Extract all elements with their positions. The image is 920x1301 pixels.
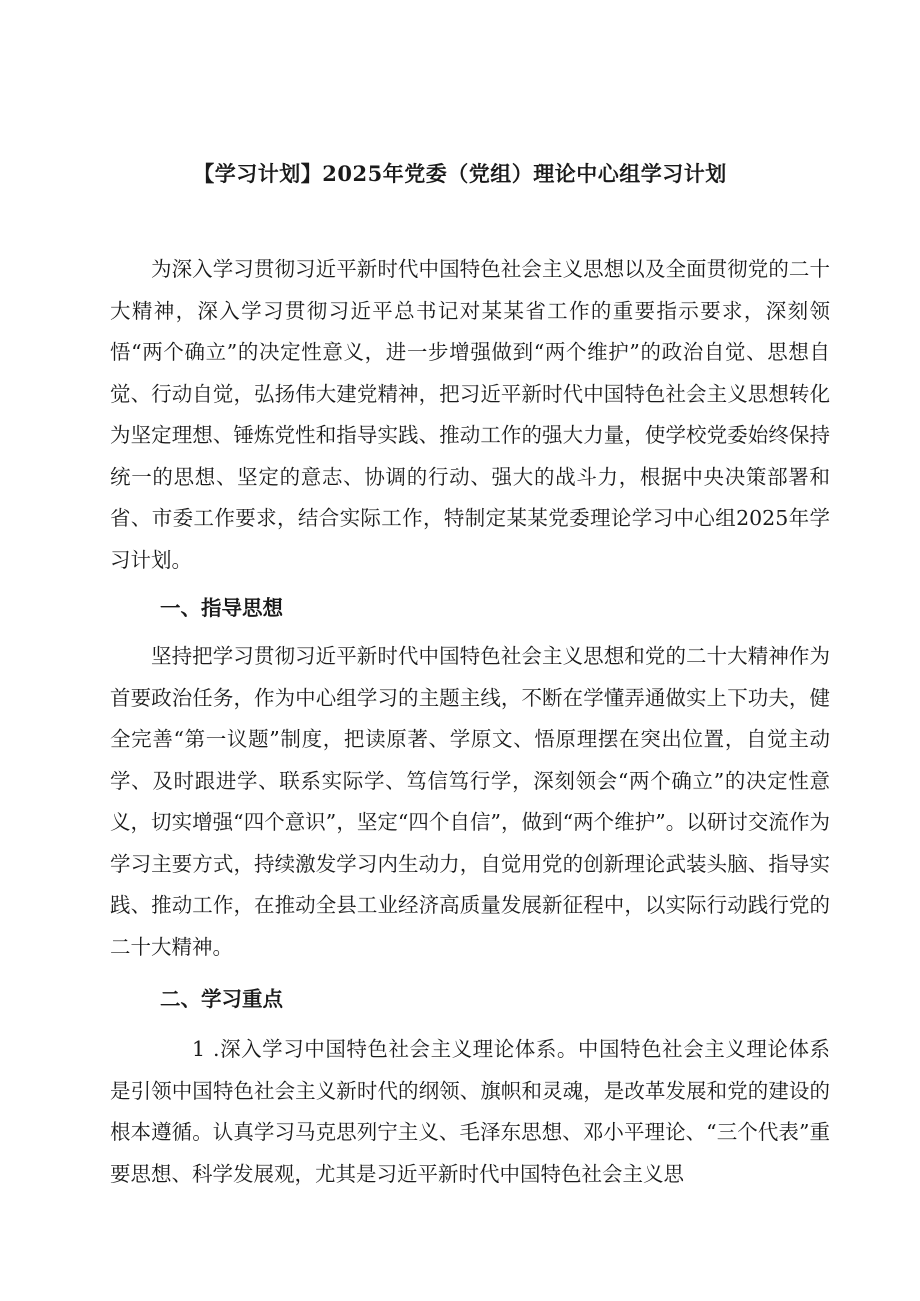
item-number: 1 <box>192 1037 206 1061</box>
guiding-thought-paragraph: 坚持把学习贯彻习近平新时代中国特色社会主义思想和党的二十大精神作为首要政治任务，作为中心组学习的主题主线，不断在学懂弄通做实上下功夫，健全完善“第一议题”制度，把读原著、学原文、悟原理摆在突出位置，自觉主动学、及时跟进学、联系实际学、笃信笃行学，深刻领会“两个确立”的决定性意义，切实增强“四个意识”，坚定“四个自信”，做到“两个维护”。以研讨交流作为学习主要方式，持续激发学习内生动力，自觉用党的创新理论武装头脑、指导实践、推动工作，在推动全县工业经济高质量发展新征程中，以实际行动践行党的二十大精神。 <box>110 644 830 959</box>
intro-paragraph: 为深入学习贯彻习近平新时代中国特色社会主义思想以及全面贯彻党的二十大精神，深入学习贯彻习近平总书记对某某省工作的重要指示要求，深刻领悟“两个确立”的决定性意义，进一步增强做到“两个维护”的政治自觉、思想自觉、行动自觉，弘扬伟大建党精神，把习近平新时代中国特色社会主义思想转化为坚定理想、锤炼党性和指导实践、推动工作的强大力量，使学校党委始终保持统一的思想、坚定的意志、协调的行动、强大的战斗力，根据中央决策部署和省、市委工作要求，结合实际工作，特制定某某党委理论学习中心组2025年学习计划。 <box>110 257 830 572</box>
section-heading-guiding-thought: 一、指导思想 <box>160 596 283 620</box>
study-focus-item-1 <box>110 1029 830 1195</box>
document-title: 【学习计划】2025年党委（党组）理论中心组学习计划 <box>193 161 727 186</box>
item-text: .深入学习中国特色社会主义理论体系。中国特色社会主义理论体系是引领中国特色社会主义新时代的纲领、旗帜和灵魂，是改革发展和党的建设的根本遵循。认真学习马克思列宁主义、毛泽东思想、邓小平理论、“三个代表”重要思想、科学发展观，尤其是习近平新时代中国特色社会主义思 <box>110 1037 830 1186</box>
section-heading-study-focus: 二、学习重点 <box>160 987 283 1011</box>
